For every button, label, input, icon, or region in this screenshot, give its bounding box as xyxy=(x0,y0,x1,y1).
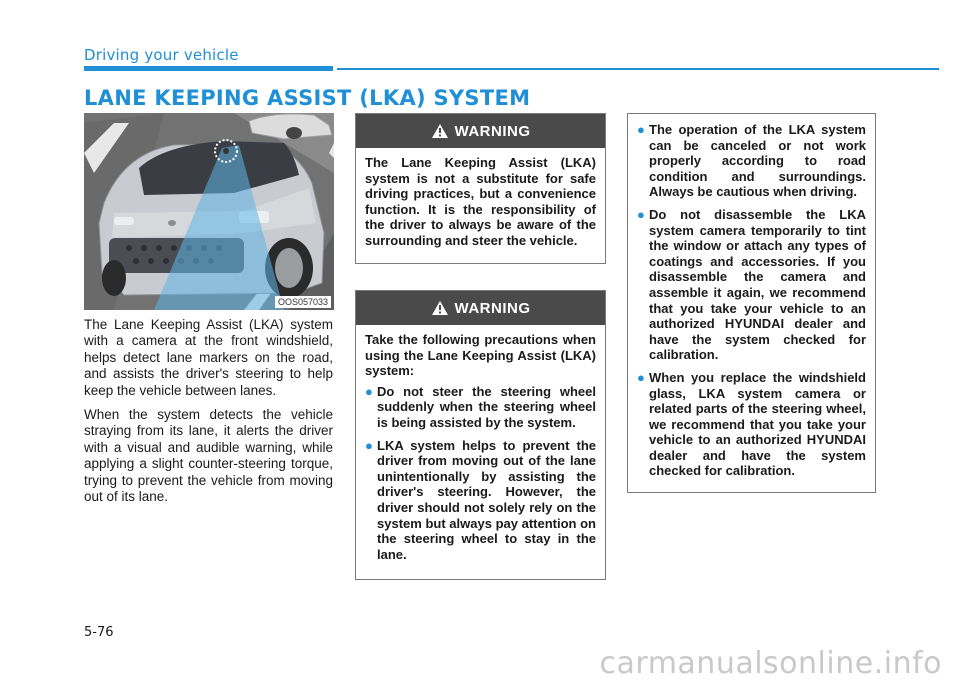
list-item: ● The operation of the LKA system can be canceled or not work properly according to road condition and surroundings. Always be cautious when driving. xyxy=(637,122,866,200)
intro-paragraph: The Lane Keeping Assist (LKA) system with a camera at the front windshield, helps detect lane markers on the road, and assists the driver's steering to help keep the vehicle between lanes. xyxy=(84,317,333,398)
warning-body xyxy=(356,148,605,263)
header-rule-thick xyxy=(84,66,333,71)
warning-heading: WARNING xyxy=(454,299,531,317)
notes-bullet-list xyxy=(637,122,866,479)
header-rule-thin xyxy=(337,68,939,70)
intro-text xyxy=(84,317,333,513)
list-item: ● When you replace the windshield glass, LKA system camera or related parts of the steering wheel, we recommend that you take your vehicle to an authorized HYUNDAI dealer and have the system checked for calibration. xyxy=(637,369,866,479)
warning-body xyxy=(356,325,605,579)
bullet-icon: ● xyxy=(365,383,373,399)
intro-paragraph: When the system detects the vehicle straying from its lane, it alerts the driver with a visual and audible warning, while applying a slight counter-steering torque, trying to prevent the vehicle from moving out of its lane. xyxy=(84,407,333,505)
bullet-icon: ● xyxy=(637,122,645,137)
warning-triangle-icon xyxy=(431,300,449,316)
watermark: carmanualsonline.info xyxy=(599,646,942,681)
warning-triangle-icon xyxy=(431,123,449,139)
page-title: LANE KEEPING ASSIST (LKA) SYSTEM xyxy=(84,86,531,110)
warning-bullet-list xyxy=(365,384,596,563)
page-number: 5-76 xyxy=(84,625,114,640)
bullet-icon: ● xyxy=(365,437,373,453)
warning-box xyxy=(355,290,606,580)
figure-code: OOS057033 xyxy=(275,296,331,308)
bullet-icon: ● xyxy=(637,369,645,385)
car-camera-illustration xyxy=(84,113,334,310)
warning-header xyxy=(356,114,605,148)
warning-text: The Lane Keeping Assist (LKA) system is not a substitute for safe driving practices, but a convenience function. It is the responsibility of the driver to always be aware of the surrounding and steer the vehicle. xyxy=(365,155,596,248)
warning-intro: Take the following precautions when using the Lane Keeping Assist (LKA) system: xyxy=(365,332,596,379)
list-item: ● Do not disassemble the LKA system camera temporarily to tint the window or attach any types of coatings and accessories. If you disassemble the camera and assemble it again, we recommend that you take your vehicle to an authorized HYUNDAI dealer and have the system checked for calibration. xyxy=(637,206,866,363)
section-label: Driving your vehicle xyxy=(84,46,239,64)
list-item: ● Do not steer the steering wheel suddenly when the steering wheel is being assisted by the system. xyxy=(365,383,596,430)
bullet-icon: ● xyxy=(637,206,645,222)
notes-box xyxy=(627,113,876,493)
warning-heading: WARNING xyxy=(454,122,531,140)
lka-illustration xyxy=(84,113,334,310)
list-item: ● LKA system helps to prevent the driver from moving out of the lane unintentionally by assisting the driver's steering. However, the driver should not solely rely on the system but always pay attention on the steering wheel to stay in the lane. xyxy=(365,437,596,562)
warning-header xyxy=(356,291,605,325)
warning-box xyxy=(355,113,606,264)
